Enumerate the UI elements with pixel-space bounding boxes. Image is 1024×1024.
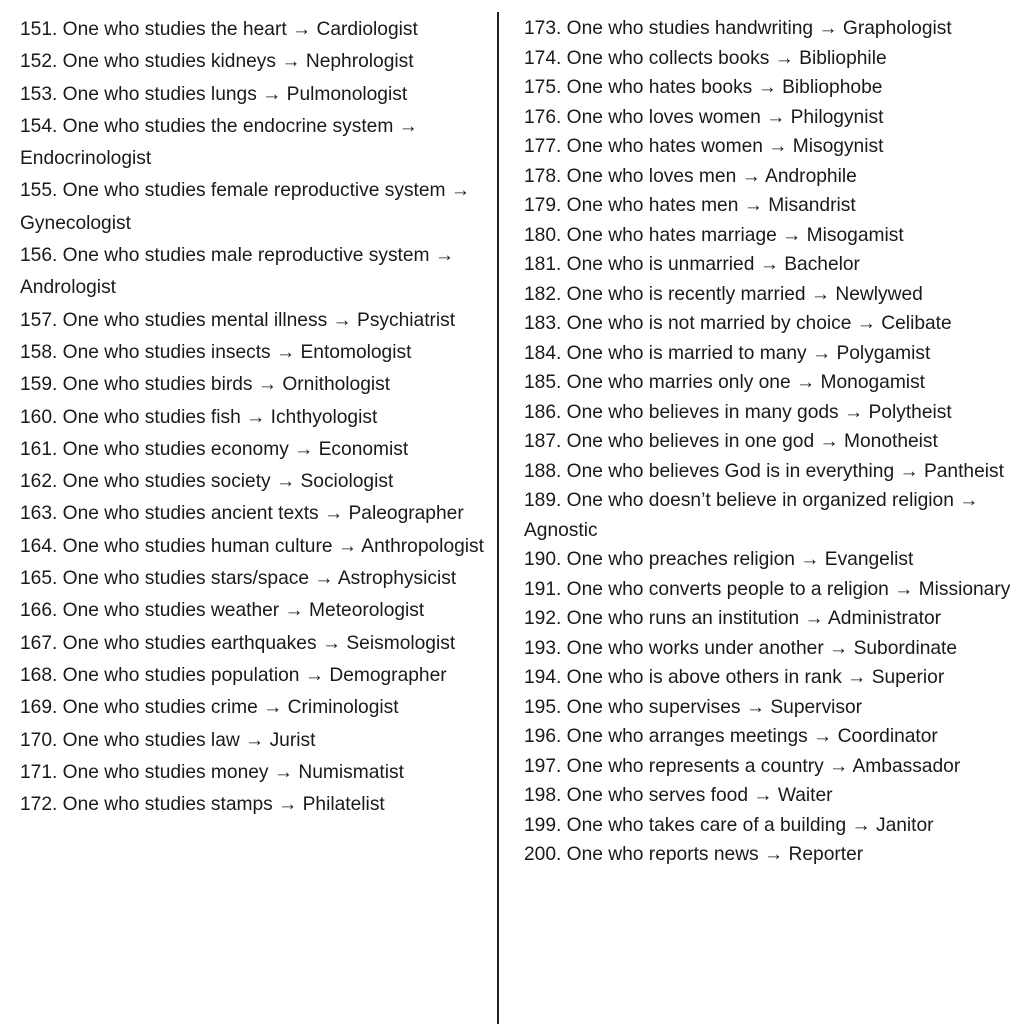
list-item: 199. One who takes care of a building → Janitor: [524, 814, 934, 836]
list-item: 191. One who converts people to a religion → Missionary: [524, 578, 1011, 600]
list-item: 189. One who doesn’t believe in organized religion → Agnostic: [524, 490, 979, 541]
list-item: 193. One who works under another → Subordinate: [524, 637, 958, 659]
left-column: [20, 14, 488, 821]
list-item: 170. One who studies law → Jurist: [20, 729, 316, 751]
list-item: 177. One who hates women → Misogynist: [524, 136, 884, 157]
list-item: 155. One who studies female reproductive system → Gynecologist: [20, 180, 471, 234]
list-item: 179. One who hates men → Misandrist: [524, 195, 856, 216]
list-item: 175. One who hates books → Bibliophobe: [524, 77, 883, 98]
list-item: 185. One who marries only one → Monogamist: [524, 372, 925, 393]
list-item: 152. One who studies kidneys → Nephrologist: [20, 51, 414, 73]
list-item: 180. One who hates marriage → Misogamist: [524, 224, 904, 246]
list-item: 186. One who believes in many gods → Polytheist: [524, 401, 952, 423]
list-item: 162. One who studies society → Sociologist: [20, 471, 394, 493]
list-item: 166. One who studies weather → Meteorologist: [20, 600, 425, 622]
list-item: 167. One who studies earthquakes → Seismologist: [20, 632, 456, 654]
list-item: 183. One who is not married by choice → Celibate: [524, 313, 952, 334]
list-item: 159. One who studies birds → Ornithologist: [20, 374, 391, 396]
list-item: 195. One who supervises → Supervisor: [524, 696, 863, 718]
list-item: 181. One who is unmarried → Bachelor: [524, 254, 860, 275]
list-item: 194. One who is above others in rank → Superior: [524, 667, 945, 688]
right-column: [524, 14, 1014, 870]
list-item: 158. One who studies insects → Entomologist: [20, 341, 412, 363]
list-item: 200. One who reports news → Reporter: [524, 844, 864, 865]
list-item: 198. One who serves food → Waiter: [524, 785, 833, 806]
list-item: 173. One who studies handwriting → Graphologist: [524, 18, 952, 39]
list-item: 188. One who believes God is in everything → Pantheist: [524, 460, 1004, 482]
list-item: 176. One who loves women → Philogynist: [524, 106, 884, 128]
list-item: 187. One who believes in one god → Monotheist: [524, 431, 938, 452]
column-divider: [497, 12, 499, 1024]
list-item: 153. One who studies lungs → Pulmonologist: [20, 83, 408, 105]
list-item: 197. One who represents a country → Ambassador: [524, 755, 961, 777]
list-item: 178. One who loves men → Androphile: [524, 165, 857, 187]
list-item: 160. One who studies fish → Ichthyologist: [20, 406, 378, 428]
list-item: 174. One who collects books → Bibliophile: [524, 47, 887, 69]
list-item: 190. One who preaches religion → Evangelist: [524, 549, 914, 570]
list-item: 151. One who studies the heart → Cardiologist: [20, 19, 418, 40]
list-item: 169. One who studies crime → Criminologist: [20, 697, 399, 719]
list-item: 156. One who studies male reproductive system → Andrologist: [20, 245, 455, 299]
list-item: 163. One who studies ancient texts → Paleographer: [20, 503, 464, 525]
list-item: 157. One who studies mental illness → Psychiatrist: [20, 309, 456, 331]
list-item: 164. One who studies human culture → Anthropologist: [20, 535, 484, 557]
list-item: 172. One who studies stamps → Philatelist: [20, 794, 385, 816]
list-item: 161. One who studies economy → Economist: [20, 438, 409, 460]
list-item: 192. One who runs an institution → Administrator: [524, 608, 942, 629]
list-item: 168. One who studies population → Demographer: [20, 664, 447, 686]
list-item: 165. One who studies stars/space → Astrophysicist: [20, 568, 457, 590]
list-item: 154. One who studies the endocrine system → Endocrinologist: [20, 115, 418, 170]
list-item: 196. One who arranges meetings → Coordinator: [524, 726, 938, 747]
list-item: 184. One who is married to many → Polygamist: [524, 342, 931, 364]
list-item: 182. One who is recently married → Newlywed: [524, 283, 923, 305]
list-item: 171. One who studies money → Numismatist: [20, 761, 404, 783]
